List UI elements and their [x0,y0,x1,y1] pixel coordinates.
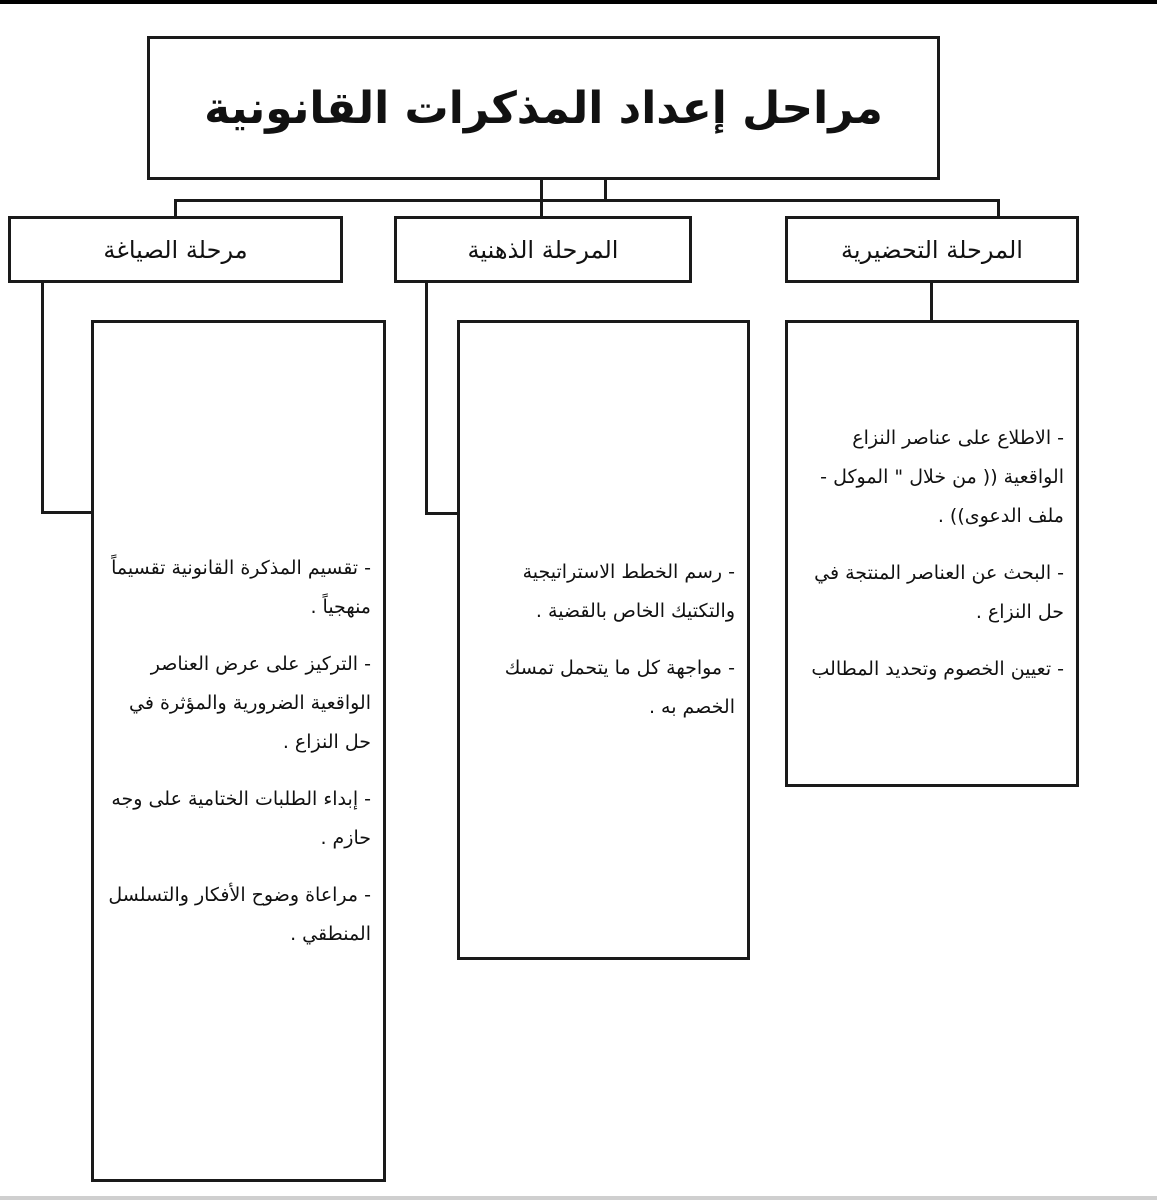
stage-mental-content [457,320,750,960]
list-item: - تقسيم المذكرة القانونية تقسيماً منهجياً . [111,556,371,618]
stage-preparatory-content [785,320,1079,787]
stage-drafting-box [8,216,343,283]
connector-title-right [604,178,607,201]
list-item: - البحث عن العناصر المنتجة في حل النزاع . [814,561,1064,623]
list-item: - مراعاة وضوح الأفكار والتسلسل المنطقي . [108,883,371,945]
list-item: - رسم الخطط الاستراتيجية والتكتيك الخاص بالقضية . [522,561,735,622]
connector-stage-3-horizontal [41,511,93,514]
connector-stage-2-horizontal [425,512,459,515]
list-item: - مواجهة كل ما يتحمل تمسك الخصم به . [504,657,735,718]
stage-mental-label: المرحلة الذهنية [467,235,619,264]
list-item: - تعيين الخصوم وتحديد المطالب [811,657,1064,680]
list-item: - إبداء الطلبات الختامية على وجه حازم . [111,787,371,849]
stage-mental-box [394,216,692,283]
connector-stage-1-down [930,281,933,322]
stage-drafting-content [91,320,386,1182]
stage-preparatory-box [785,216,1079,283]
connector-stage-3-vertical [41,281,44,514]
connector-title-left [540,178,543,201]
diagram-title-box [147,36,940,180]
list-item: - الاطلاع على عناصر النزاع الواقعية (( من خلال " الموكل - ملف الدعوى)) . [820,426,1064,527]
list-item: - التركيز على عرض العناصر الواقعية الضرورية والمؤثرة في حل النزاع . [129,652,371,753]
top-edge-bar [0,0,1157,4]
stage-preparatory-label: المرحلة التحضيرية [841,235,1023,264]
stage-drafting-label: مرحلة الصياغة [103,235,248,264]
diagram-title: مراحل إعداد المذكرات القانونية [204,82,883,134]
connector-stage-2-vertical [425,281,428,515]
bottom-edge-bar [0,1196,1157,1200]
connector-horizontal [174,199,1000,202]
